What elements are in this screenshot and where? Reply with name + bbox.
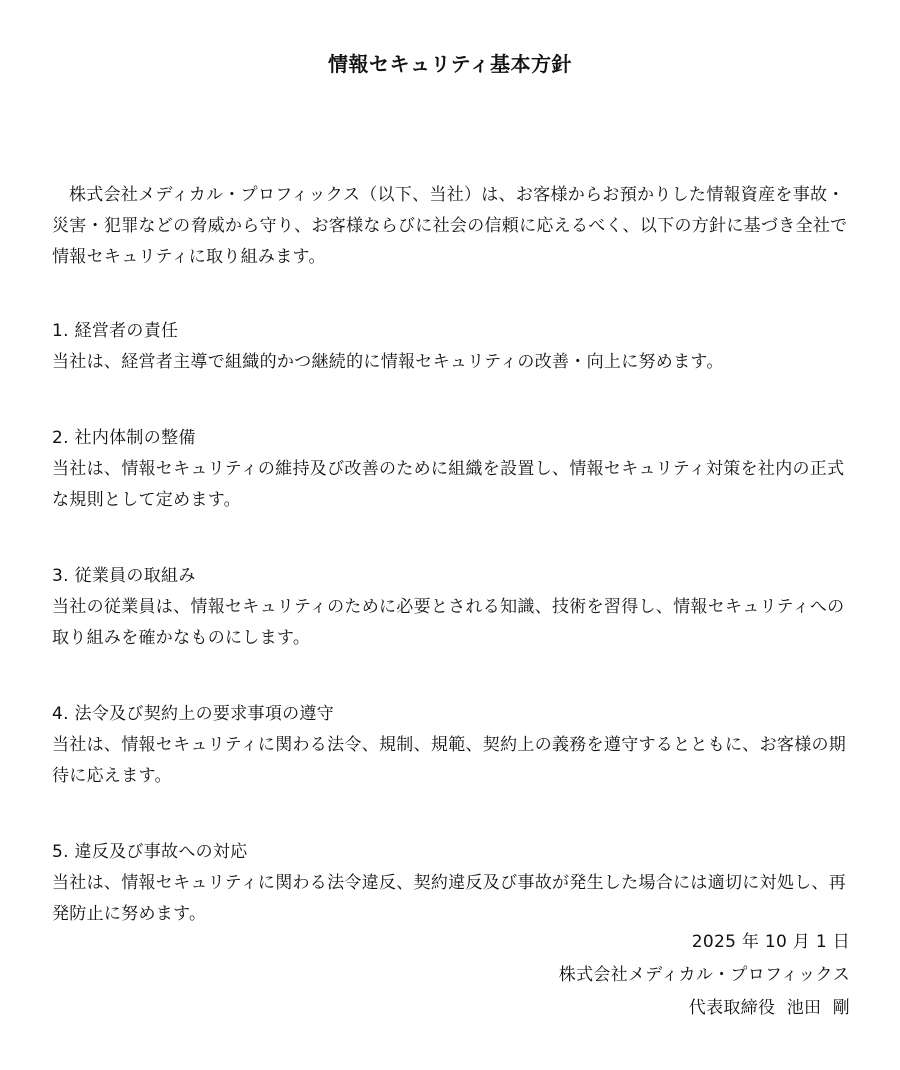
representative-name: 代表取締役 池田 剛	[688, 998, 850, 1018]
document-title: 情報セキュリティ基本方針	[328, 52, 572, 76]
section-text: 当社の従業員は、情報セキュリティのために必要とされる知識、技術を習得し、情報セキュリティへの取り組みを確かなものにします。	[52, 597, 845, 648]
intro-paragraph: 株式会社メディカル・プロフィックス（以下、当社）は、お客様からお預かりした情報資産を事故・災害・犯罪などの脅威から守り、お客様ならびに社会の信頼に応えるべく、以下の方針に基づき全社で情報セキュリティに取り組みます。	[52, 185, 848, 267]
policy-section-1	[52, 316, 852, 378]
section-text: 当社は、情報セキュリティに関わる法令違反、契約違反及び事故が発生した場合には適切に対処し、再発防止に努めます。	[52, 873, 847, 924]
policy-sections	[52, 316, 852, 930]
issue-date: 2025 年 10 月 1 日	[691, 932, 850, 952]
policy-section-5	[52, 837, 852, 930]
policy-section-3	[52, 561, 852, 654]
company-name: 株式会社メディカル・プロフィックス	[558, 965, 850, 985]
section-text: 当社は、経営者主導で組織的かつ継続的に情報セキュリティの改善・向上に努めます。	[52, 352, 724, 372]
section-heading: 5. 違反及び事故への対応	[52, 842, 248, 862]
section-text: 当社は、情報セキュリティの維持及び改善のために組織を設置し、情報セキュリティ対策を社内の正式な規則として定めます。	[52, 459, 845, 510]
section-heading: 4. 法令及び契約上の要求事項の遵守	[52, 704, 335, 724]
intro-block	[52, 180, 852, 273]
section-heading: 2. 社内体制の整備	[52, 428, 196, 448]
section-text: 当社は、情報セキュリティに関わる法令、規制、規範、契約上の義務を遵守するとともに、お客様の期待に応えます。	[52, 735, 847, 786]
policy-section-4	[52, 699, 852, 792]
policy-section-2	[52, 423, 852, 516]
section-heading: 3. 従業員の取組み	[52, 566, 196, 586]
signature-block	[559, 926, 850, 1025]
section-heading: 1. 経営者の責任	[52, 321, 179, 341]
